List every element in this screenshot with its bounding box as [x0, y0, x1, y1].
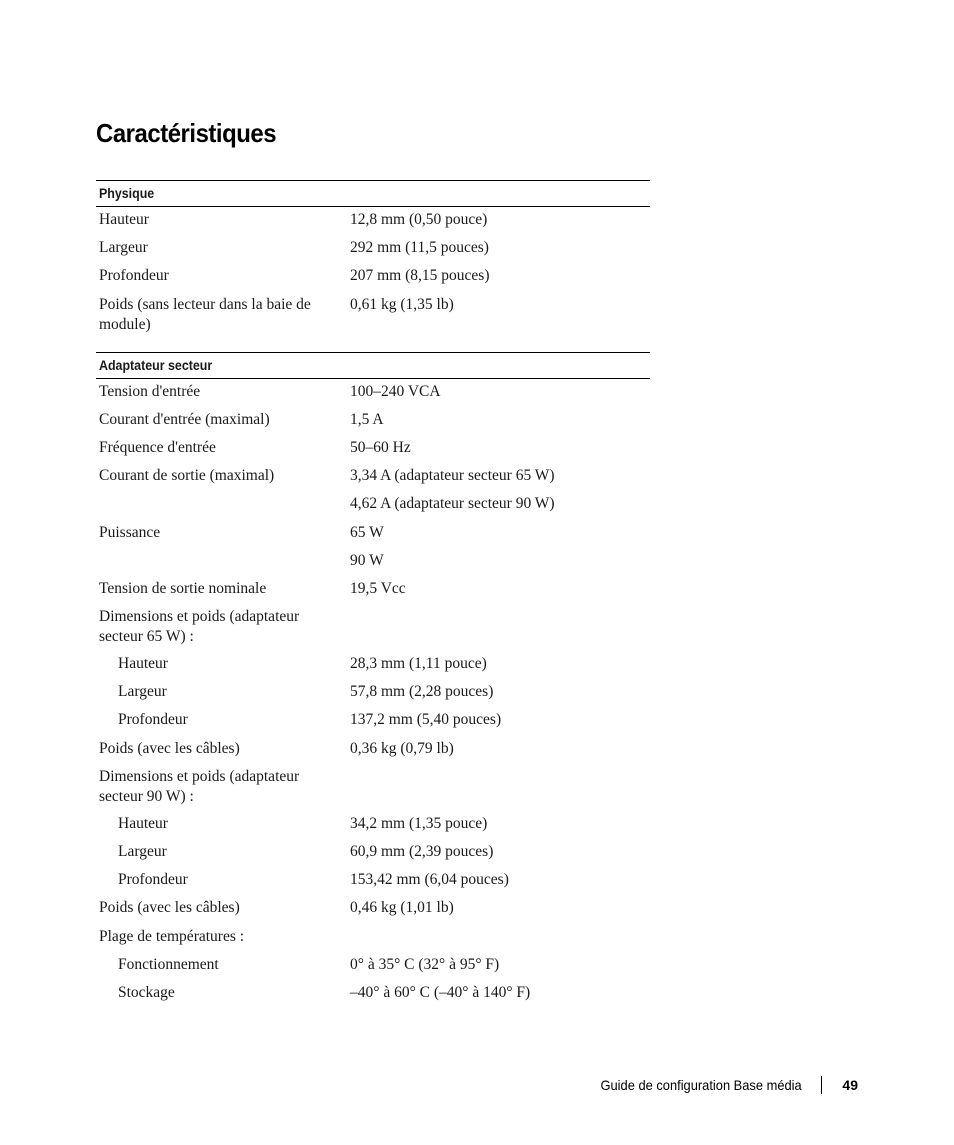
- spec-row: [96, 550, 650, 578]
- spec-row: [96, 926, 650, 954]
- spec-value: 100–240 VCA: [350, 382, 441, 400]
- spec-row: [96, 465, 650, 493]
- spec-value: 4,62 A (adaptateur secteur 90 W): [350, 495, 555, 513]
- spec-label: Hauteur: [99, 211, 149, 228]
- spec-label: Tension de sortie nominale: [99, 579, 267, 597]
- spec-label: Dimensions et poids (adaptateur secteur 65 W) :: [99, 608, 300, 646]
- page-title: Caractéristiques: [96, 118, 277, 148]
- specifications-table: [96, 180, 650, 1010]
- spec-label: Fréquence d'entrée: [99, 438, 216, 456]
- spec-label: Poids (sans lecteur dans la baie de module): [99, 295, 311, 333]
- spec-row: [96, 578, 650, 606]
- spec-value: –40° à 60° C (–40° à 140° F): [350, 983, 531, 1001]
- spec-value: [350, 607, 650, 653]
- section-header-label: Adaptateur secteur: [99, 357, 213, 373]
- page-footer: [583, 1076, 858, 1094]
- spec-row: [96, 653, 650, 681]
- spec-row: [96, 869, 650, 897]
- spec-label: Largeur: [118, 683, 167, 701]
- spec-label: Courant d'entrée (maximal): [99, 410, 270, 428]
- spec-label: Stockage: [118, 983, 175, 1001]
- spec-value: 65 W: [350, 523, 384, 541]
- spec-row: [96, 954, 650, 982]
- spec-label: [96, 551, 350, 578]
- spec-label: Dimensions et poids (adaptateur secteur 90 W) :: [99, 767, 300, 805]
- spec-label: Plage de températures :: [99, 927, 245, 945]
- spec-value: 3,34 A (adaptateur secteur 65 W): [350, 467, 555, 485]
- section-header: [96, 180, 650, 207]
- spec-row: [96, 897, 650, 925]
- spec-value: 137,2 mm (5,40 pouces): [350, 711, 502, 729]
- spec-row: [96, 681, 650, 709]
- spec-value: [350, 767, 650, 813]
- spec-value: 90 W: [350, 551, 384, 569]
- spec-value: 50–60 Hz: [350, 438, 411, 456]
- spec-label: Hauteur: [118, 655, 168, 673]
- spec-label: Profondeur: [118, 871, 188, 889]
- footer-guide-title: Guide de configuration Base média: [600, 1077, 802, 1093]
- spec-row: [96, 437, 650, 465]
- spec-label: Profondeur: [99, 267, 169, 285]
- spec-label: Largeur: [99, 239, 148, 257]
- spec-row: [96, 982, 650, 1010]
- spec-value: 0,36 kg (0,79 lb): [350, 739, 454, 757]
- spec-row: [96, 738, 650, 766]
- section-header: [96, 352, 650, 379]
- spec-section: [96, 352, 650, 1011]
- spec-value: 57,8 mm (2,28 pouces): [350, 683, 494, 701]
- spec-label: Poids (avec les câbles): [99, 899, 240, 917]
- section-header-label: Physique: [99, 186, 155, 201]
- spec-row: [96, 265, 650, 293]
- spec-value: 1,5 A: [350, 410, 384, 428]
- spec-label: Profondeur: [118, 711, 188, 729]
- spec-row: [96, 813, 650, 841]
- spec-value: 34,2 mm (1,35 pouce): [350, 814, 488, 832]
- spec-row: [96, 209, 650, 237]
- spec-label: Largeur: [118, 843, 167, 860]
- spec-row: [96, 606, 650, 653]
- spec-row: [96, 709, 650, 737]
- footer-separator: [821, 1076, 822, 1094]
- spec-row: [96, 766, 650, 813]
- spec-row: [96, 841, 650, 869]
- spec-label: Poids (avec les câbles): [99, 739, 240, 757]
- spec-value: 292 mm (11,5 pouces): [350, 239, 489, 257]
- spec-section: [96, 180, 650, 341]
- spec-label: Puissance: [99, 523, 161, 541]
- spec-value: 0° à 35° C (32° à 95° F): [350, 955, 500, 973]
- spec-label: Hauteur: [118, 814, 168, 832]
- spec-value: 207 mm (8,15 pouces): [350, 267, 490, 285]
- spec-value: 0,61 kg (1,35 lb): [350, 295, 454, 313]
- spec-label: Courant de sortie (maximal): [99, 467, 275, 485]
- spec-value: 19,5 Vcc: [350, 579, 406, 597]
- spec-value: 12,8 mm (0,50 pouce): [350, 211, 488, 228]
- spec-label: Tension d'entrée: [99, 382, 201, 400]
- spec-row: [96, 409, 650, 437]
- spec-value: 28,3 mm (1,11 pouce): [350, 655, 487, 673]
- spec-row: [96, 493, 650, 521]
- spec-label: Fonctionnement: [118, 955, 219, 973]
- spec-value: [350, 927, 650, 954]
- spec-row: [96, 294, 650, 341]
- spec-row: [96, 237, 650, 265]
- spec-value: 0,46 kg (1,01 lb): [350, 899, 454, 917]
- spec-label: [96, 494, 350, 521]
- spec-row: [96, 522, 650, 550]
- spec-value: 60,9 mm (2,39 pouces): [350, 843, 494, 860]
- spec-value: 153,42 mm (6,04 pouces): [350, 871, 509, 889]
- spec-row: [96, 381, 650, 409]
- page-number: 49: [842, 1077, 858, 1093]
